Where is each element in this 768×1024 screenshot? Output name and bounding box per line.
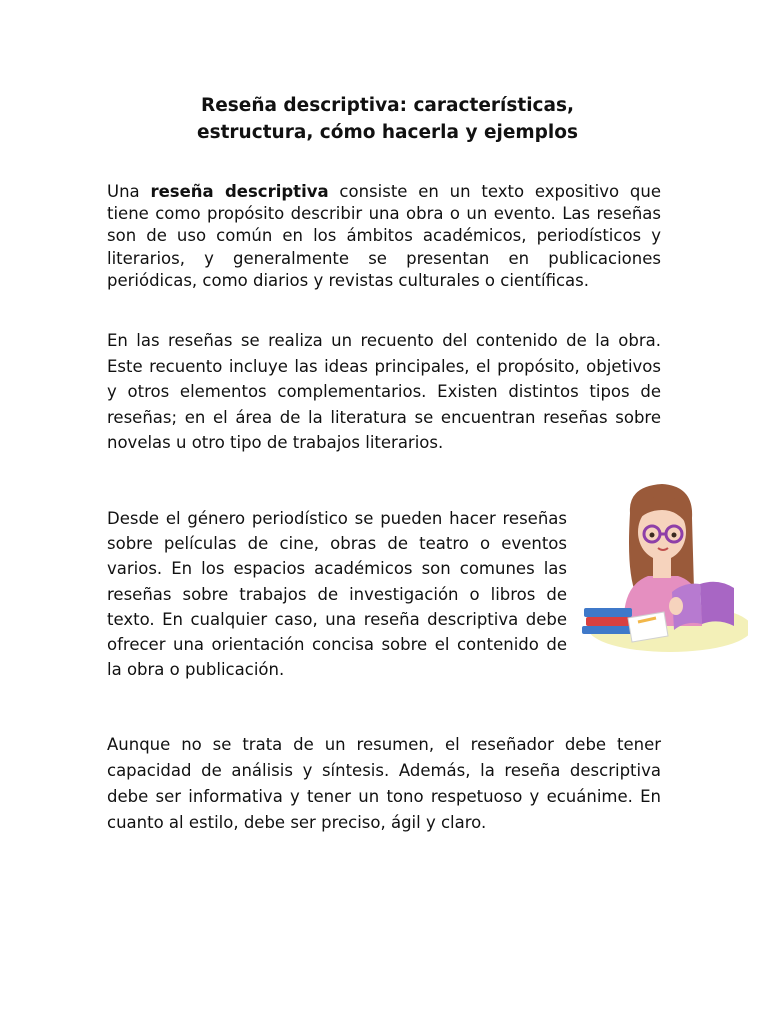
paragraph-3: Desde el género periodístico se pueden hacer reseñas sobre películas de cine, obras de teatro o eventos varios. En los espacios académicos son comunes las reseñas sobre trabajos de investigación o libros de texto. En cualquier caso, una reseña descriptiva debe ofrecer una orientación concisa sobre el contenido de la obra o publicación. bbox=[107, 509, 567, 680]
paragraph-4: Aunque no se trata de un resumen, el reseñador debe tener capacidad de análisis y síntesis. Además, la reseña descriptiva debe ser informativa y tener un tono respetuoso y ecuánime. En cuanto al estilo, debe ser preciso, ágil y claro. bbox=[107, 735, 661, 832]
page-title bbox=[100, 92, 675, 146]
paragraph-1-rest: consiste en un texto expositivo que tiene como propósito describir una obra o un evento. Las reseñas son de uso común en los ámbitos académicos, periodísticos y literarios, y generalmente se presentan en publicaciones periódicas, como diarios y revistas culturales o científicas. bbox=[107, 182, 662, 290]
paragraph-1-lead: Una bbox=[107, 182, 151, 201]
paragraph-1-bold-term: reseña descriptiva bbox=[150, 182, 329, 201]
paragraph-1 bbox=[107, 181, 661, 292]
girl-reading-book-icon bbox=[578, 478, 748, 658]
title-line-1: Reseña descriptiva: características, bbox=[200, 95, 575, 116]
title-line-2: estructura, cómo hacerla y ejemplos bbox=[197, 122, 578, 143]
paragraph-2: En las reseñas se realiza un recuento del contenido de la obra. Este recuento incluye las ideas principales, el propósito, objetivos y otros elementos complementarios. Existen distintos tipos de reseñas; en el área de la literatura se encuentran reseñas sobre novelas u otro tipo de trabajos literarios. bbox=[107, 331, 661, 452]
